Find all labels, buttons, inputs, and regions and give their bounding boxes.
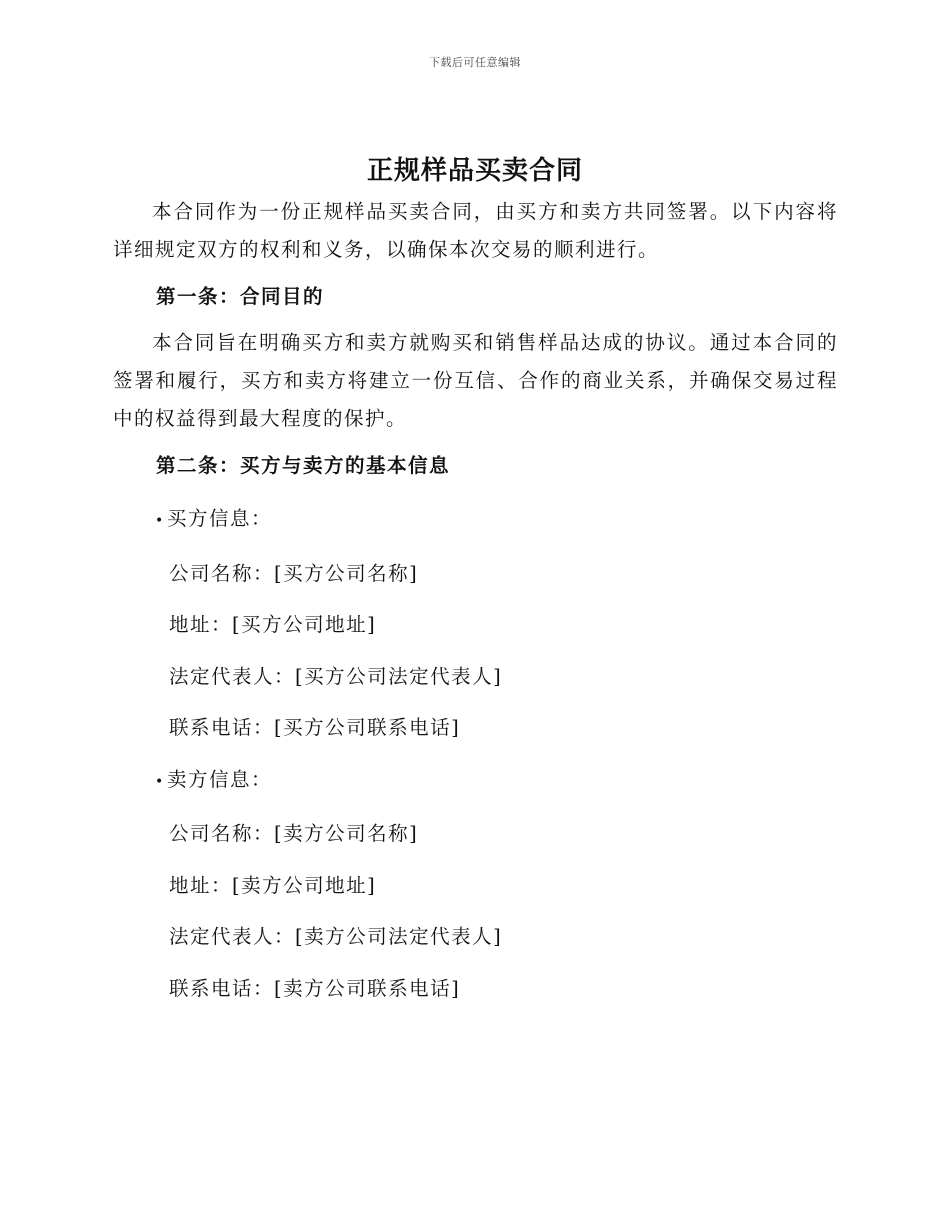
buyer-address-field: 地址：[买方公司地址] xyxy=(169,613,377,636)
seller-info-bullet xyxy=(113,754,838,809)
bullet-icon: • xyxy=(155,513,165,529)
section-2-heading: 第二条：买方与卖方的基本信息 xyxy=(156,454,451,477)
buyer-representative-field: 法定代表人：[买方公司法定代表人] xyxy=(169,664,503,688)
seller-representative-field: 法定代表人：[卖方公司法定代表人] xyxy=(169,925,503,948)
buyer-phone-field: 联系电话：[买方公司联系电话] xyxy=(169,716,461,739)
seller-info-label: 卖方信息： xyxy=(167,767,273,791)
intro-paragraph: 本合同作为一份正规样品买卖合同，由买方和卖方共同签署。以下内容将详细规定双方的权利和义务，以确保本次交易的顺利进行。 xyxy=(113,200,838,261)
buyer-info-bullet xyxy=(113,493,838,548)
buyer-info-label: 买方信息： xyxy=(167,507,273,530)
section-1-paragraph: 本合同旨在明确买方和卖方就购买和销售样品达成的协议。通过本合同的签署和履行，买方和卖方将建立一份互信、合作的商业关系，并确保交易过程中的权益得到最大程度的保护。 xyxy=(113,331,838,430)
seller-company-field: 公司名称：[卖方公司名称] xyxy=(169,822,419,845)
header-note: 下载后可任意编辑 xyxy=(429,56,521,69)
bullet-icon: • xyxy=(155,773,165,790)
section-1-heading: 第一条：合同目的 xyxy=(156,285,325,308)
seller-address-field: 地址：[卖方公司地址] xyxy=(169,873,377,897)
document-title: 正规样品买卖合同 xyxy=(366,156,583,186)
seller-phone-field: 联系电话：[卖方公司联系电话] xyxy=(169,976,461,1000)
buyer-company-field: 公司名称：[买方公司名称] xyxy=(169,561,419,585)
document-body xyxy=(113,193,838,1014)
